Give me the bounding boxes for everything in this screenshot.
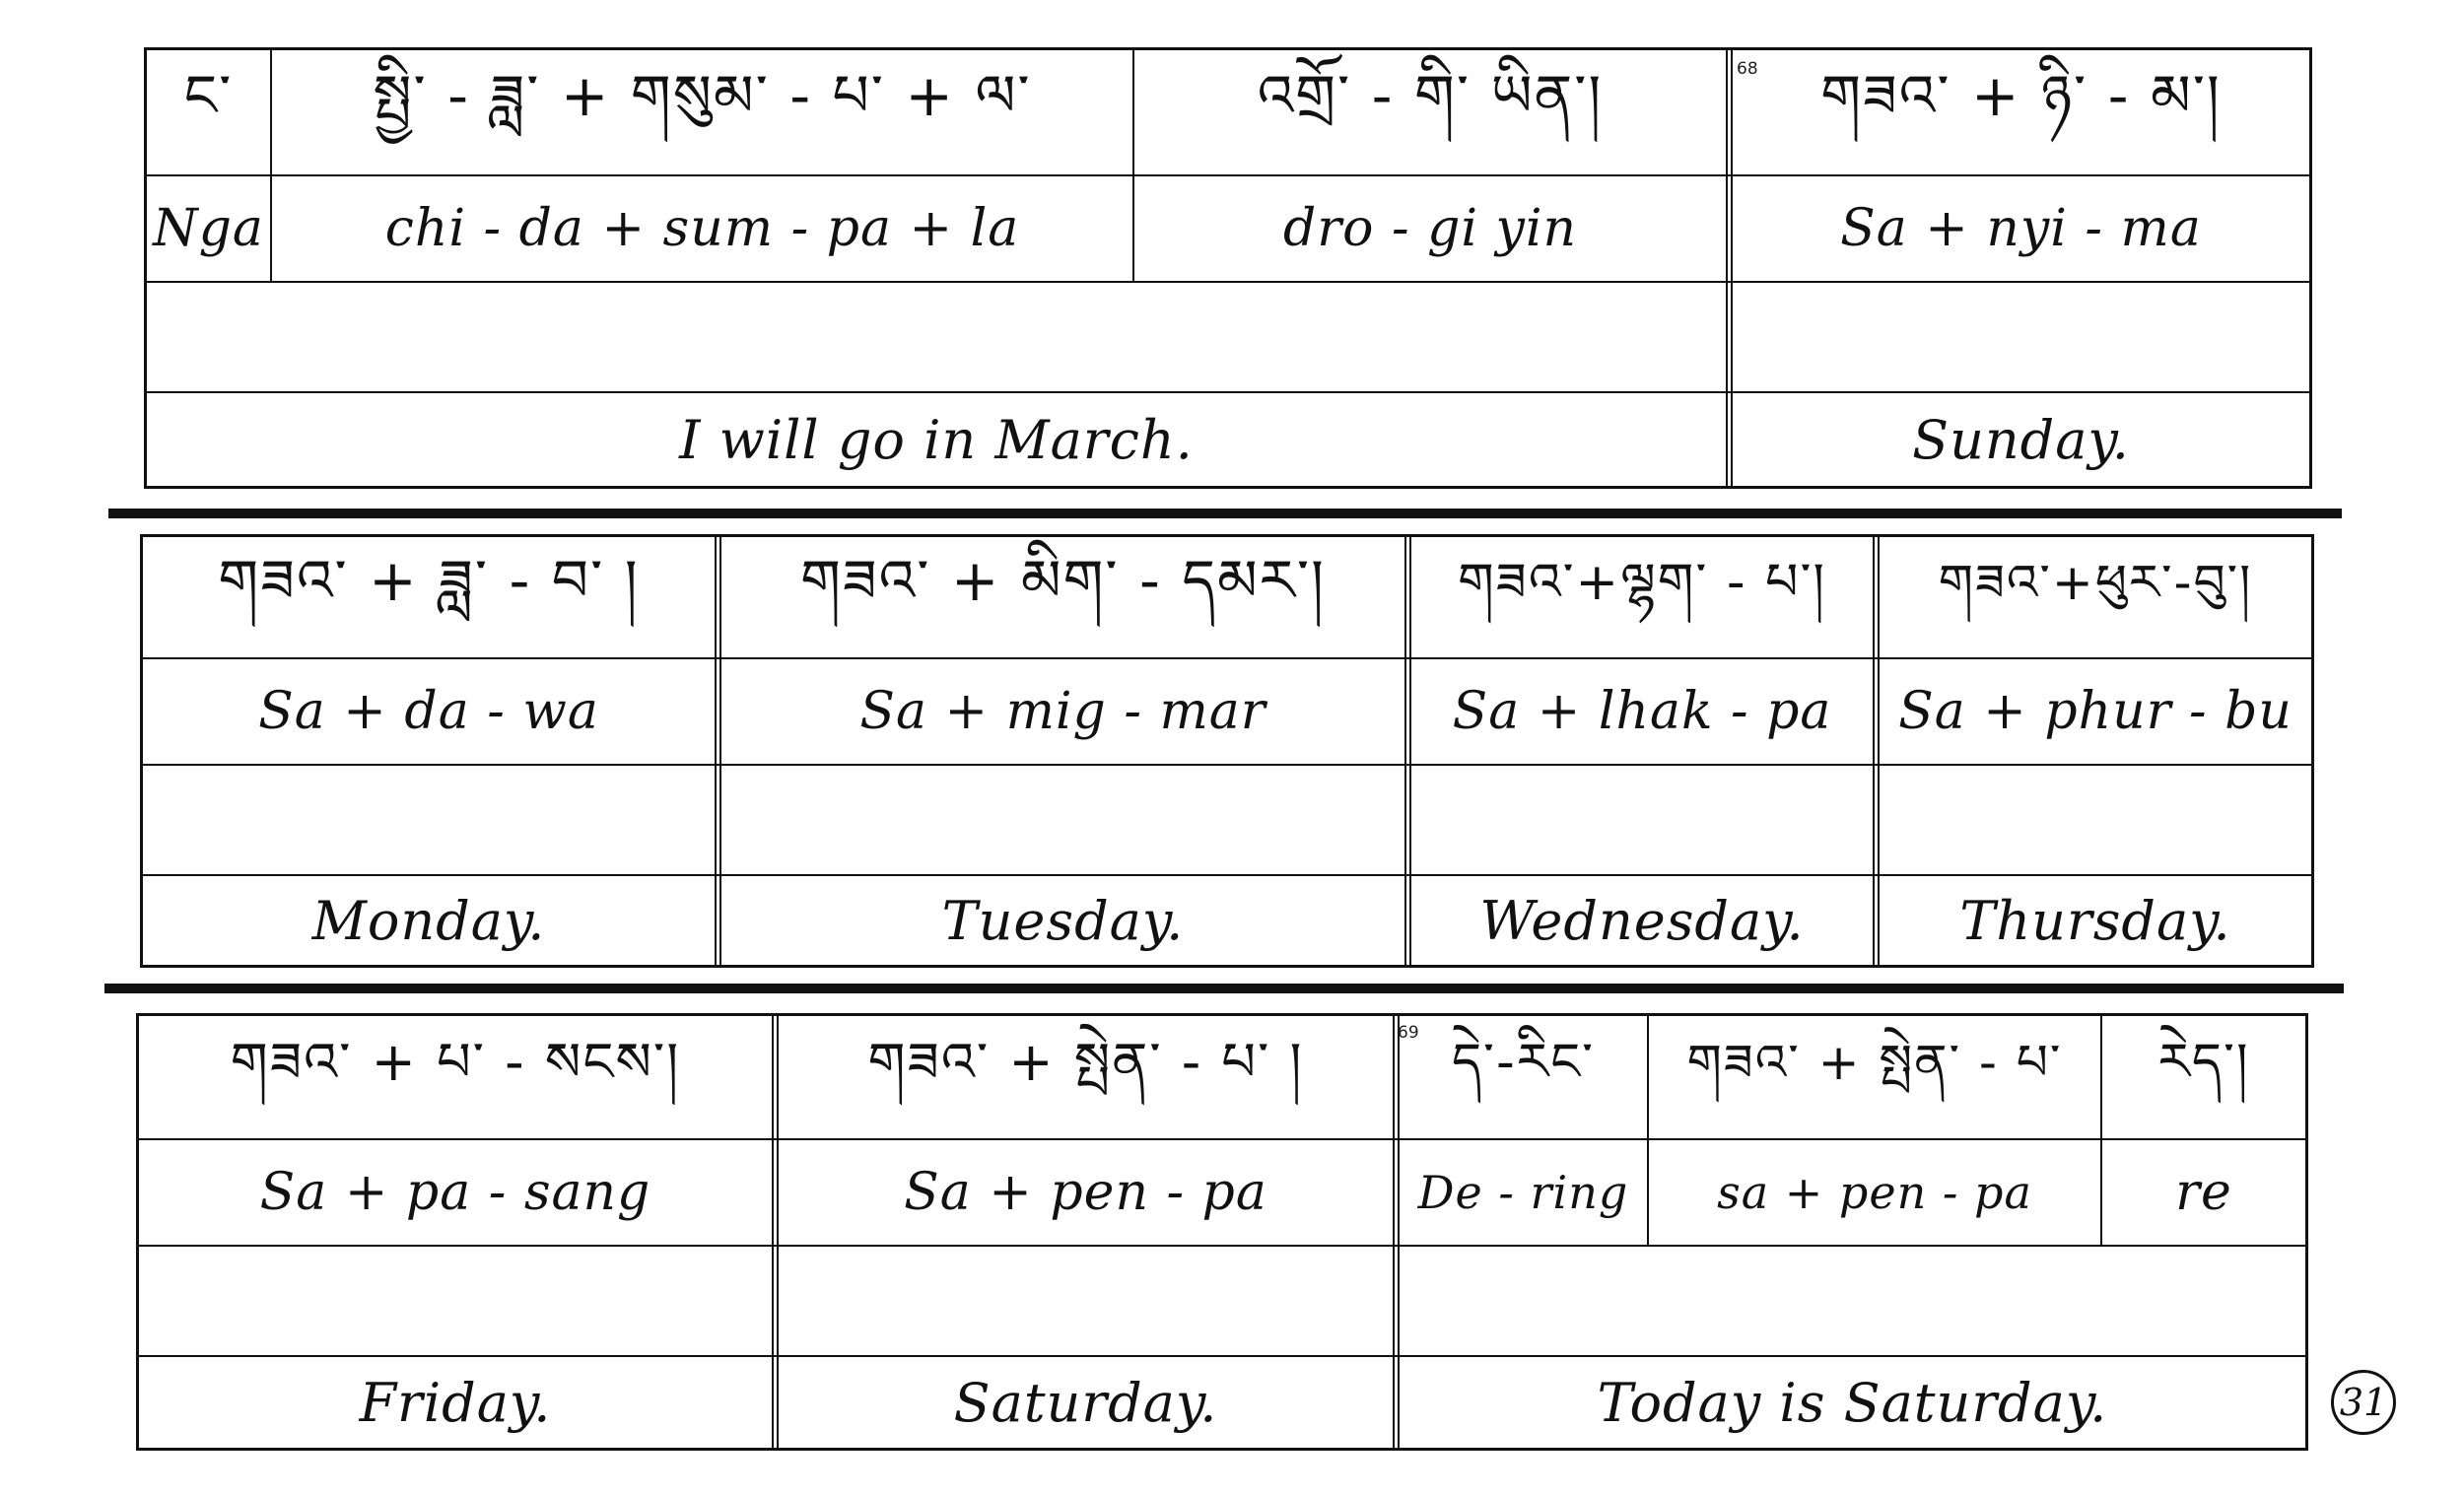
blank-row [143, 764, 2311, 874]
tibetan-wednesday: གཟའ་+ལྷག་ - པ་། [1404, 537, 1873, 657]
blank-cell [1726, 283, 2309, 391]
tibetan-monday: གཟའ་ + ཟླ་ - བ་ ། [218, 546, 640, 614]
blank-cell [147, 283, 1726, 391]
english-thursday: Thursday. [1873, 876, 2311, 965]
section-divider [104, 984, 2344, 993]
romanization-tuesday: Sa + mig - mar [715, 659, 1404, 764]
english-friday: Friday. [359, 1371, 552, 1434]
english-monday: Monday. [311, 889, 546, 952]
tibetan-row [143, 537, 2311, 657]
blank-cell [1404, 766, 1873, 874]
romanization-nga: Nga [153, 199, 264, 258]
romanization-march: chi - da + sum - pa + la [270, 176, 1132, 281]
romanization-wednesday: Sa + lhak - pa [1404, 659, 1873, 764]
tibetan-phrase-will-go: འགྲོ་ - གི་ ཡིན་། [1132, 50, 1726, 174]
romanization-sunday: Sa + nyi - ma [1726, 176, 2309, 281]
english-row [147, 391, 2309, 486]
tibetan-phrase-saturday: གཟའ་ + སྤེན་ - པ་ [1647, 1016, 2100, 1138]
page-number: 31 [2331, 1370, 2396, 1435]
lesson-69-table [136, 1013, 2308, 1451]
blank-cell [139, 1247, 772, 1355]
romanization-today: De - ring [1393, 1140, 1647, 1245]
romanization-thursday: Sa + phur - bu [1873, 659, 2311, 764]
romanization-is: re [2100, 1140, 2305, 1245]
blank-cell [772, 1247, 1393, 1355]
section-divider [108, 509, 2342, 518]
english-saturday: Saturday. [772, 1357, 1393, 1448]
english-row [143, 874, 2311, 965]
blank-cell [143, 766, 715, 874]
romanization-saturday: Sa + pen - pa [772, 1140, 1393, 1245]
tibetan-row [147, 50, 2309, 174]
lesson-68-table [144, 47, 2312, 489]
tibetan-word-is: རེད་། [2100, 1016, 2305, 1138]
blank-row [139, 1245, 2305, 1355]
weekday-table [140, 534, 2314, 968]
blank-cell [1393, 1247, 2305, 1355]
english-sentence-march: I will go in March. [679, 408, 1194, 471]
tibetan-phrase-march: སྤྱི་ - ཟླ་ + གསུམ་ - པ་ + ལ་ [270, 50, 1132, 174]
romanization-row [143, 657, 2311, 764]
tibetan-row [139, 1016, 2305, 1138]
english-tuesday: Tuesday. [715, 876, 1404, 965]
romanization-saturday-phrase: sa + pen - pa [1647, 1140, 2100, 1245]
english-sunday: Sunday. [1726, 393, 2309, 486]
tibetan-thursday: གཟའ་+ཕུར་-བུ་། [1873, 537, 2311, 657]
tibetan-word-today: དེ་-རིང་ [1393, 1016, 1647, 1138]
romanization-friday: Sa + pa - sang [259, 1163, 651, 1222]
lesson-number: 69 [1398, 1023, 1419, 1043]
lesson-number: 68 [1737, 59, 1758, 79]
tibetan-saturday: གཟའ་ + སྤེན་ - པ་ ། [772, 1016, 1393, 1138]
blank-row [147, 281, 2309, 391]
romanization-row [139, 1138, 2305, 1245]
tibetan-word-nga: ང་ [183, 61, 234, 129]
tibetan-sunday: གཟའ་ + ཉི་ - མ་། [1726, 50, 2309, 174]
tibetan-tuesday: གཟའ་ + མིག་ - དམར་། [715, 537, 1404, 657]
tibetan-friday: གཟའ་ + པ་ - སངས་། [230, 1031, 681, 1093]
romanization-monday: Sa + da - wa [258, 682, 599, 741]
english-sentence-today: Today is Saturday. [1393, 1357, 2305, 1448]
blank-cell [715, 766, 1404, 874]
english-wednesday: Wednesday. [1404, 876, 1873, 965]
romanization-row [147, 174, 2309, 281]
english-row [139, 1355, 2305, 1448]
blank-cell [1873, 766, 2311, 874]
romanization-will-go: dro - gi yin [1132, 176, 1726, 281]
